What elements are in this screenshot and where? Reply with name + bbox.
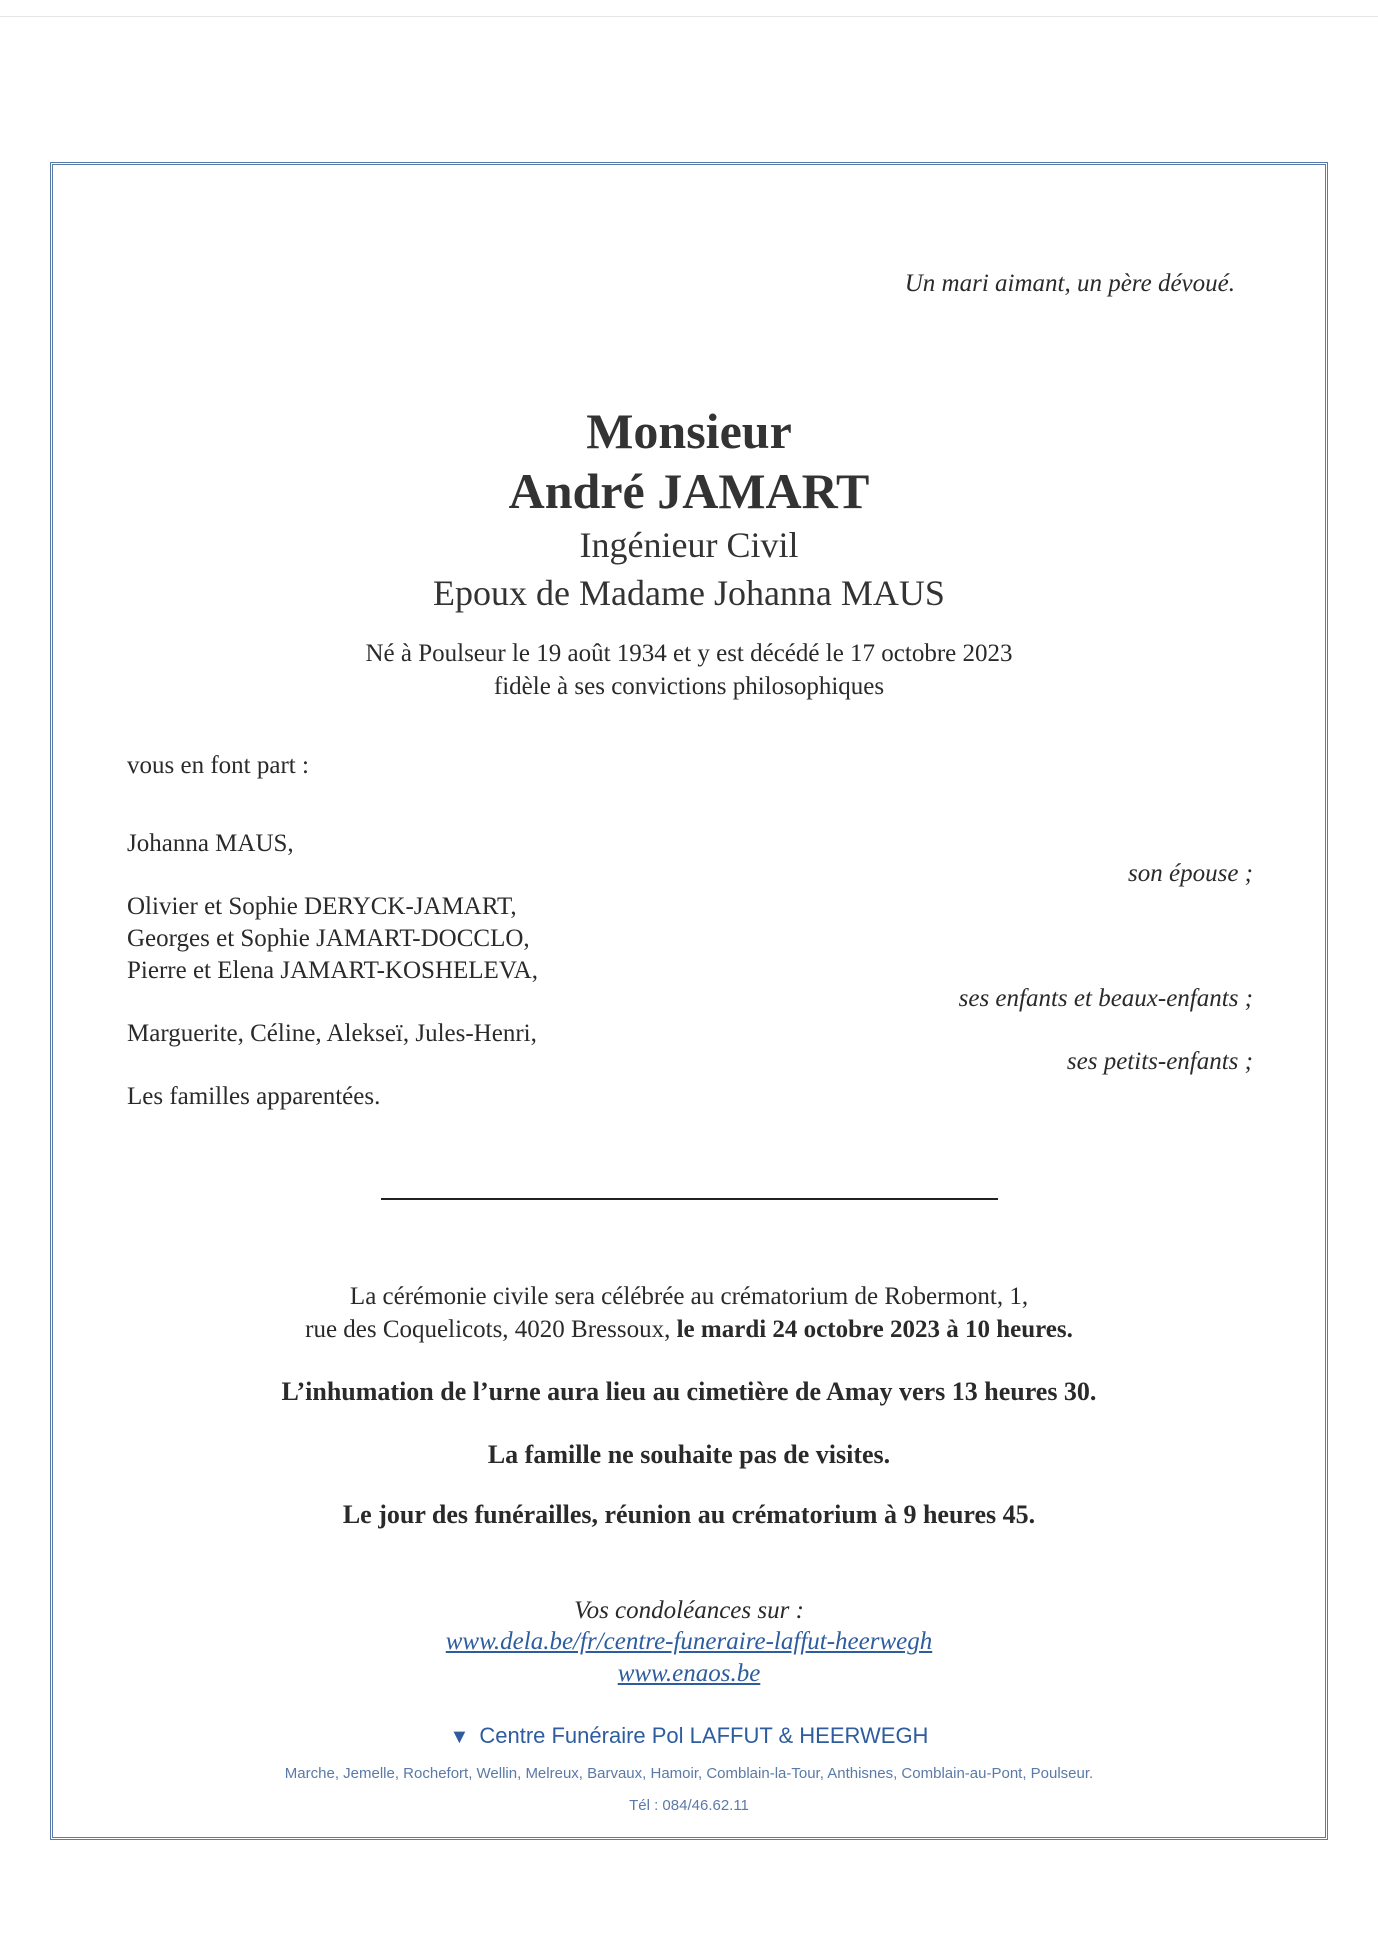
family-spouse: Johanna MAUS, xyxy=(127,830,294,857)
deceased-profession: Ingénieur Civil xyxy=(579,525,799,565)
deceased-spouse-line: Epoux de Madame Johanna MAUS xyxy=(433,573,945,613)
family-child: Pierre et Elena JAMART-KOSHELEVA, xyxy=(127,957,538,984)
funeral-home-name: Centre Funéraire Pol LAFFUT & HEERWEGH xyxy=(479,1723,929,1748)
family-grandchildren-role: ses petits-enfants ; xyxy=(1066,1048,1253,1075)
section-divider xyxy=(381,1198,998,1200)
family-child: Olivier et Sophie DERYCK-JAMART, xyxy=(127,893,517,920)
birth-death-line: Né à Poulseur le 19 août 1934 et y est décédé le 17 octobre 2023 xyxy=(365,640,1013,667)
condolences-link-dela[interactable]: www.dela.be/fr/centre-funeraire-laffut-heerwegh xyxy=(445,1628,933,1655)
ceremony-line-2 xyxy=(0,1316,1378,1344)
triangle-down-icon: ▼ xyxy=(449,1726,470,1748)
epigraph: Un mari aimant, un père dévoué. xyxy=(904,270,1235,297)
family-spouse-role: son épouse ; xyxy=(1128,860,1253,887)
condolences-label: Vos condoléances sur : xyxy=(574,1597,804,1624)
no-visits-notice: La famille ne souhaite pas de visites. xyxy=(487,1440,891,1469)
burial-info: L’inhumation de l’urne aura lieu au cimetière de Amay vers 13 heures 30. xyxy=(281,1377,1097,1406)
funeral-home-heading xyxy=(0,1723,1378,1749)
funeral-home-locations: Marche, Jemelle, Rochefort, Wellin, Melreux, Barvaux, Hamoir, Comblain-la-Tour, Anthisnes, Comblain-au-Pont, Poulseur. xyxy=(284,1765,1094,1782)
deceased-title: Monsieur xyxy=(586,403,792,459)
funeral-home-phone: Tél : 084/46.62.11 xyxy=(629,1797,749,1814)
family-child: Georges et Sophie JAMART-DOCCLO, xyxy=(127,925,530,952)
ceremony-line-1: La cérémonie civile sera célébrée au crématorium de Robermont, 1, xyxy=(349,1283,1029,1310)
page-top-rule xyxy=(0,16,1378,17)
meeting-info: Le jour des funérailles, réunion au crématorium à 9 heures 45. xyxy=(342,1500,1036,1529)
family-relatives: Les familles apparentées. xyxy=(127,1083,381,1110)
condolences-link-enaos[interactable]: www.enaos.be xyxy=(617,1660,761,1687)
convictions-line: fidèle à ses convictions philosophiques xyxy=(493,673,885,700)
deceased-name: André JAMART xyxy=(508,463,870,519)
ceremony-location: rue des Coquelicots, 4020 Bressoux, xyxy=(305,1316,677,1343)
announcement: vous en font part : xyxy=(127,752,309,779)
family-grandchildren: Marguerite, Céline, Alekseï, Jules-Henri, xyxy=(127,1020,537,1047)
family-children-role: ses enfants et beaux-enfants ; xyxy=(958,985,1253,1012)
ceremony-datetime: le mardi 24 octobre 2023 à 10 heures. xyxy=(676,1316,1073,1343)
